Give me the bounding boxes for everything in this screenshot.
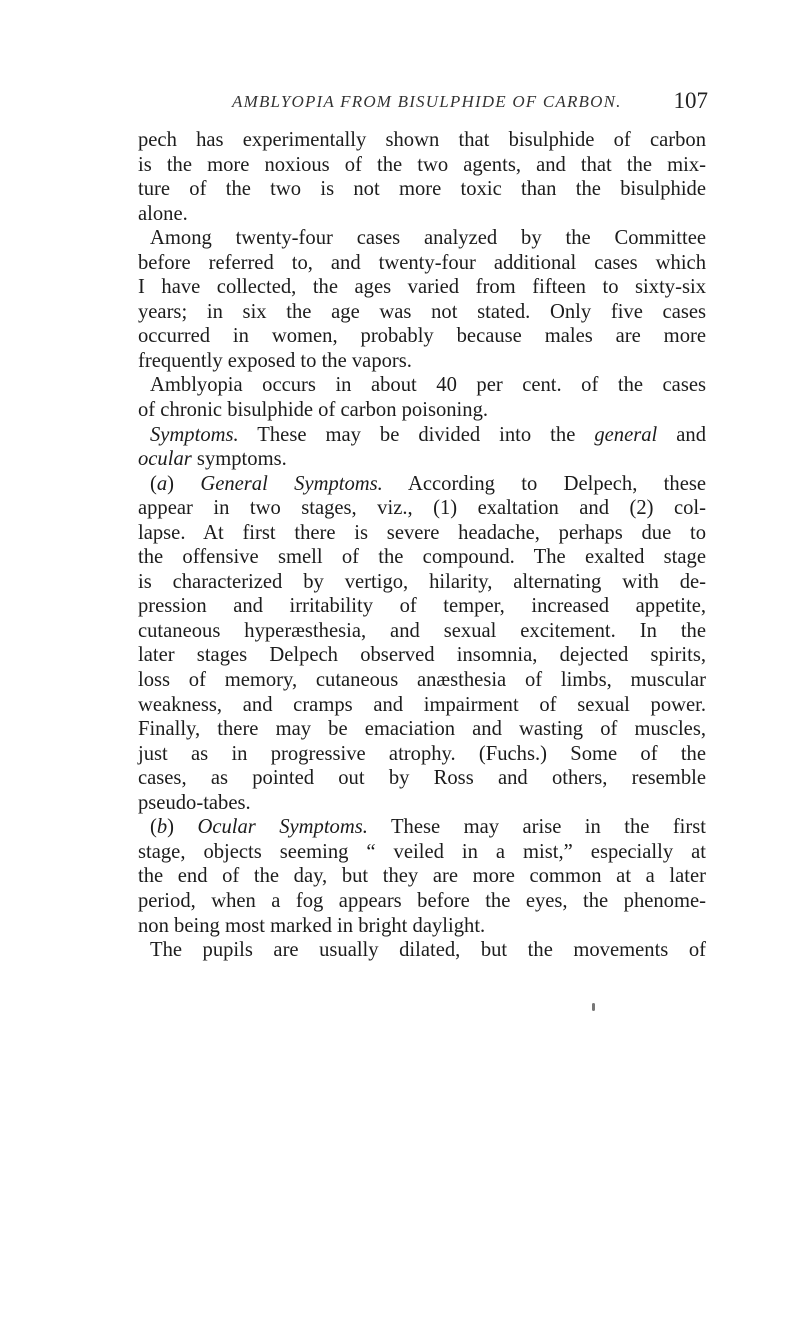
text-line [138, 202, 706, 227]
italic-text: General Symptoms. [200, 472, 383, 495]
text-segment: The pupils are usually dilated, but the movements of [150, 939, 706, 962]
text-segment: Amblyopia occurs in about 40 per cent. of the cases [150, 374, 706, 397]
text-segment: pech has experimentally shown that bisulphide of carbon [138, 129, 706, 151]
text-line [138, 766, 706, 791]
text-segment: period, when a fog appears before the eyes, the phenome- [138, 889, 706, 912]
text-segment: and [657, 423, 706, 446]
text-line [138, 447, 706, 472]
text-line [138, 570, 706, 595]
text-line [138, 128, 706, 153]
text-line [138, 668, 706, 693]
text-segment: loss of memory, cutaneous anæsthesia of limbs, muscular [138, 669, 706, 692]
text-line [138, 938, 706, 963]
running-title: AMBLYOPIA FROM BISULPHIDE OF CARBON. [232, 92, 622, 111]
text-line [138, 373, 706, 398]
italic-text: Symptoms. [150, 423, 239, 446]
text-line [138, 275, 706, 300]
text-segment: pression and irritability of temper, increased appetite, [138, 595, 706, 618]
text-line [138, 914, 706, 939]
text-segment: These may arise in the first [367, 816, 707, 839]
text-segment: symptoms. [191, 448, 287, 471]
text-line [138, 693, 706, 718]
text-line [138, 349, 706, 374]
text-line [138, 619, 706, 644]
italic-text: general [594, 423, 658, 446]
text-line [138, 398, 706, 423]
italic-text: ocular [138, 448, 192, 471]
text-segment: occurred in women, probably because males are more [138, 325, 706, 348]
text-line [138, 594, 706, 619]
text-segment: Finally, there may be emaciation and wasting of muscles, [138, 718, 706, 741]
text-segment: just as in progressive atrophy. (Fuchs.) Some of the [138, 742, 706, 765]
text-segment: ) [167, 472, 201, 495]
text-segment: weakness, and cramps and impairment of sexual power. [138, 693, 706, 716]
text-segment: alone. [138, 202, 188, 225]
text-segment: before referred to, and twenty-four additional cases which [138, 251, 706, 274]
italic-text: b [156, 816, 168, 839]
text-line [138, 717, 706, 742]
text-line [138, 643, 706, 668]
text-line [138, 545, 706, 570]
text-segment: the end of the day, but they are more common at a later [138, 865, 706, 888]
text-segment: cases, as pointed out by Ross and others, resemble [138, 767, 706, 790]
text-segment: ( [150, 816, 157, 839]
text-segment: lapse. At first there is severe headache, perhaps due to [138, 521, 706, 544]
italic-text: a [156, 472, 168, 495]
text-segment: ) [167, 816, 198, 839]
text-line [138, 840, 706, 865]
text-segment: Among twenty-four cases analyzed by the Committee [150, 227, 706, 250]
text-segment: later stages Delpech observed insomnia, dejected spirits, [138, 644, 706, 667]
text-line [138, 864, 706, 889]
text-line [138, 226, 706, 251]
text-line [138, 324, 706, 349]
text-segment: pseudo-tabes. [138, 791, 251, 814]
running-head [232, 88, 708, 116]
text-segment: stage, objects seeming “ veiled in a mist,” especially at [138, 840, 706, 863]
text-line [138, 791, 706, 816]
page-number: 107 [673, 88, 708, 113]
text-line [138, 300, 706, 325]
print-speck [592, 1003, 595, 1011]
text-segment: of chronic bisulphide of carbon poisoning. [138, 399, 489, 422]
text-segment: According to Delpech, these [382, 472, 706, 495]
text-line [138, 177, 706, 202]
text-segment: is the more noxious of the two agents, and that the mix- [138, 153, 706, 176]
text-line [138, 472, 706, 497]
text-line [138, 815, 706, 840]
text-line [138, 496, 706, 521]
text-line [138, 423, 706, 448]
text-segment: ture of the two is not more toxic than the bisulphide [138, 178, 706, 201]
text-segment: I have collected, the ages varied from fifteen to sixty-six [138, 276, 706, 299]
body-text [138, 128, 706, 963]
italic-text: Ocular Symptoms. [197, 816, 368, 839]
text-segment: frequently exposed to the vapors. [138, 349, 412, 372]
text-segment: is characterized by vertigo, hilarity, alternating with de- [138, 570, 706, 593]
text-line [138, 251, 706, 276]
text-line [138, 742, 706, 767]
text-segment: ( [150, 472, 157, 495]
text-line [138, 889, 706, 914]
text-segment: These may be divided into the [238, 423, 595, 446]
text-line [138, 521, 706, 546]
text-segment: non being most marked in bright daylight. [138, 914, 486, 937]
text-segment: appear in two stages, viz., (1) exaltation and (2) col- [138, 497, 706, 520]
text-line [138, 153, 706, 178]
text-segment: cutaneous hyperæsthesia, and sexual excitement. In the [138, 619, 706, 642]
text-segment: the offensive smell of the compound. The exalted stage [138, 546, 706, 569]
text-segment: years; in six the age was not stated. Only five cases [138, 300, 706, 323]
